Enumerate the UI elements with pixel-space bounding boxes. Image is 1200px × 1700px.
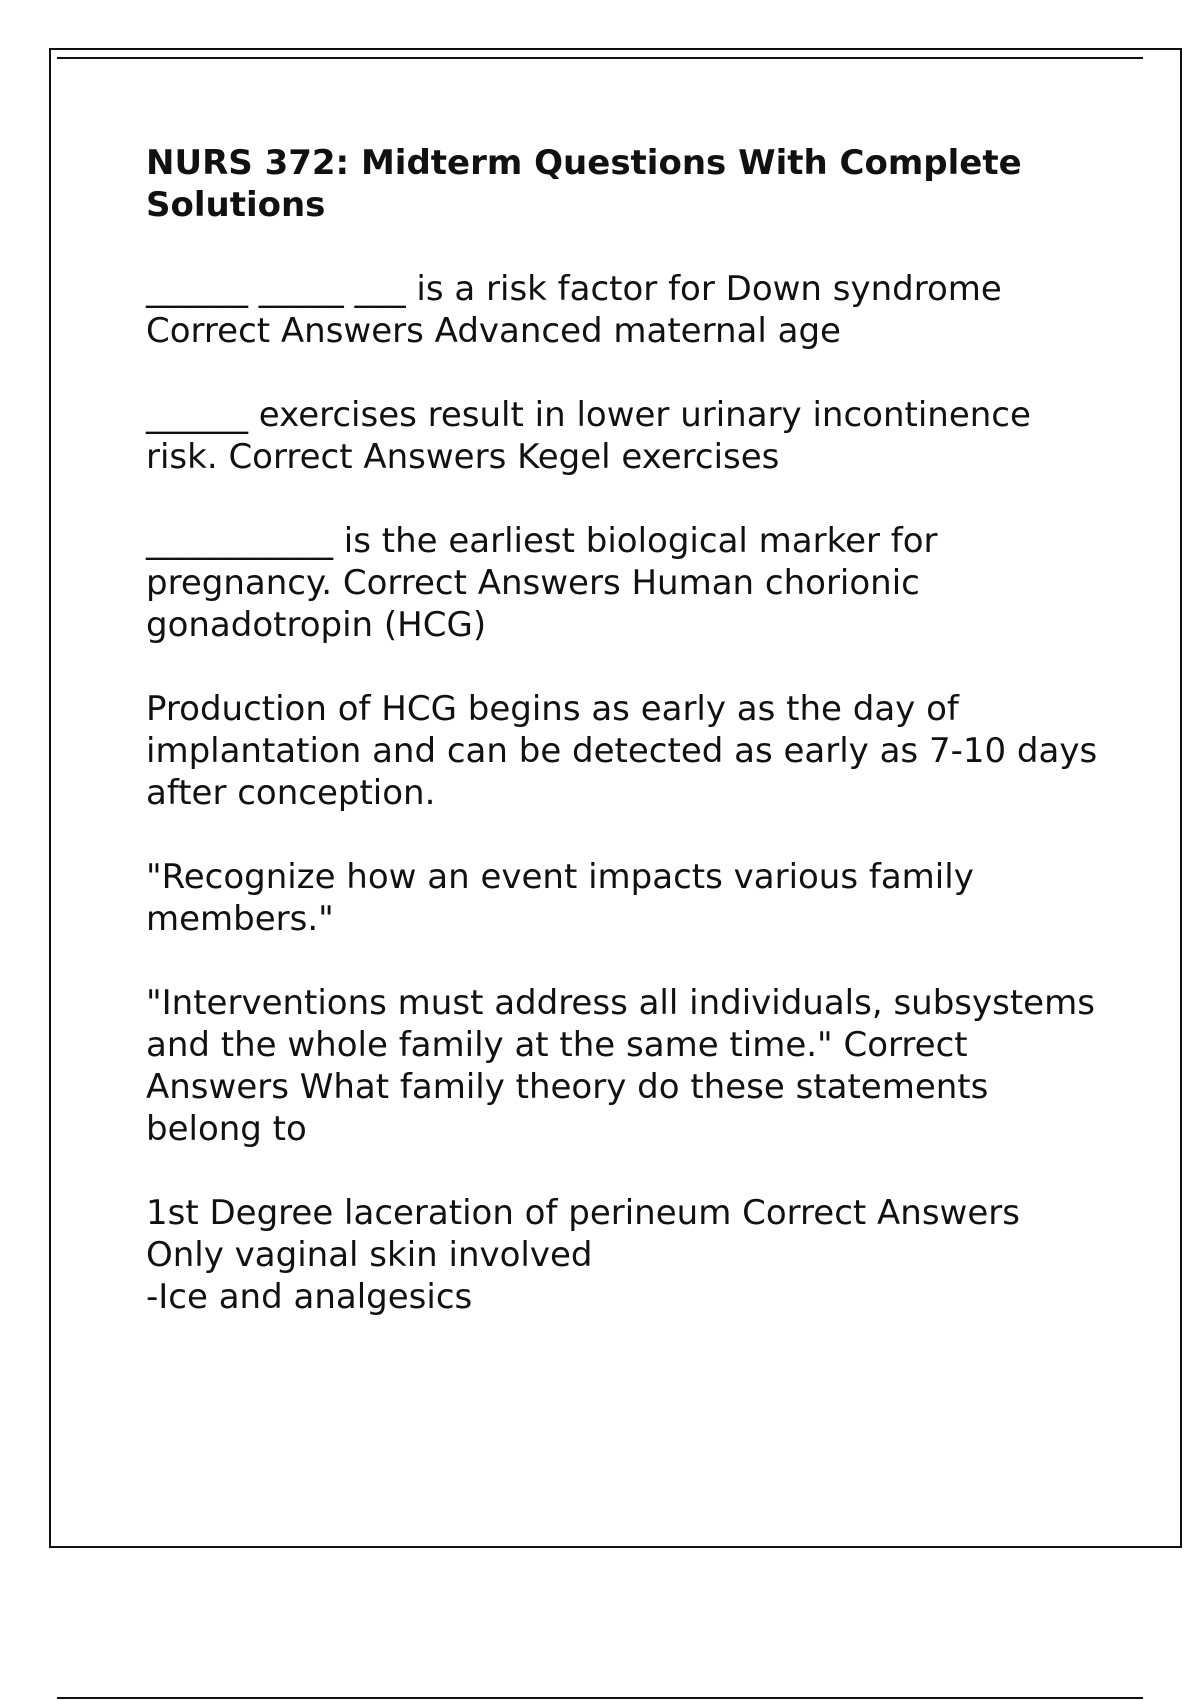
qa-item-laceration: 1st Degree laceration of perineum Correct Answers Only vaginal skin involved -Ice and analgesics (146, 1193, 1020, 1317)
qa-item-family-theory: "Interventions must address all individuals, subsystems and the whole family at the same time." Correct Answers What family theory do these statements belong to (146, 983, 1095, 1149)
document-title: NURS 372: Midterm Questions With Complete Solutions (146, 143, 1022, 225)
document-body (146, 142, 1106, 1360)
qa-item-family-event: "Recognize how an event impacts various family members." (146, 857, 974, 939)
qa-item-kegel: ______ exercises result in lower urinary incontinence risk. Correct Answers Kegel exercises (146, 395, 1031, 477)
qa-item-hcg: ___________ is the earliest biological marker for pregnancy. Correct Answers Human chorionic gonadotropin (HCG) (146, 521, 938, 645)
top-rule (57, 57, 1143, 59)
qa-item-hcg-production: Production of HCG begins as early as the day of implantation and can be detected as early as 7-10 days after conception. (146, 689, 1098, 813)
bottom-rule (57, 1697, 1143, 1699)
qa-item-down-syndrome: ______ _____ ___ is a risk factor for Down syndrome Correct Answers Advanced maternal age (146, 269, 1002, 351)
